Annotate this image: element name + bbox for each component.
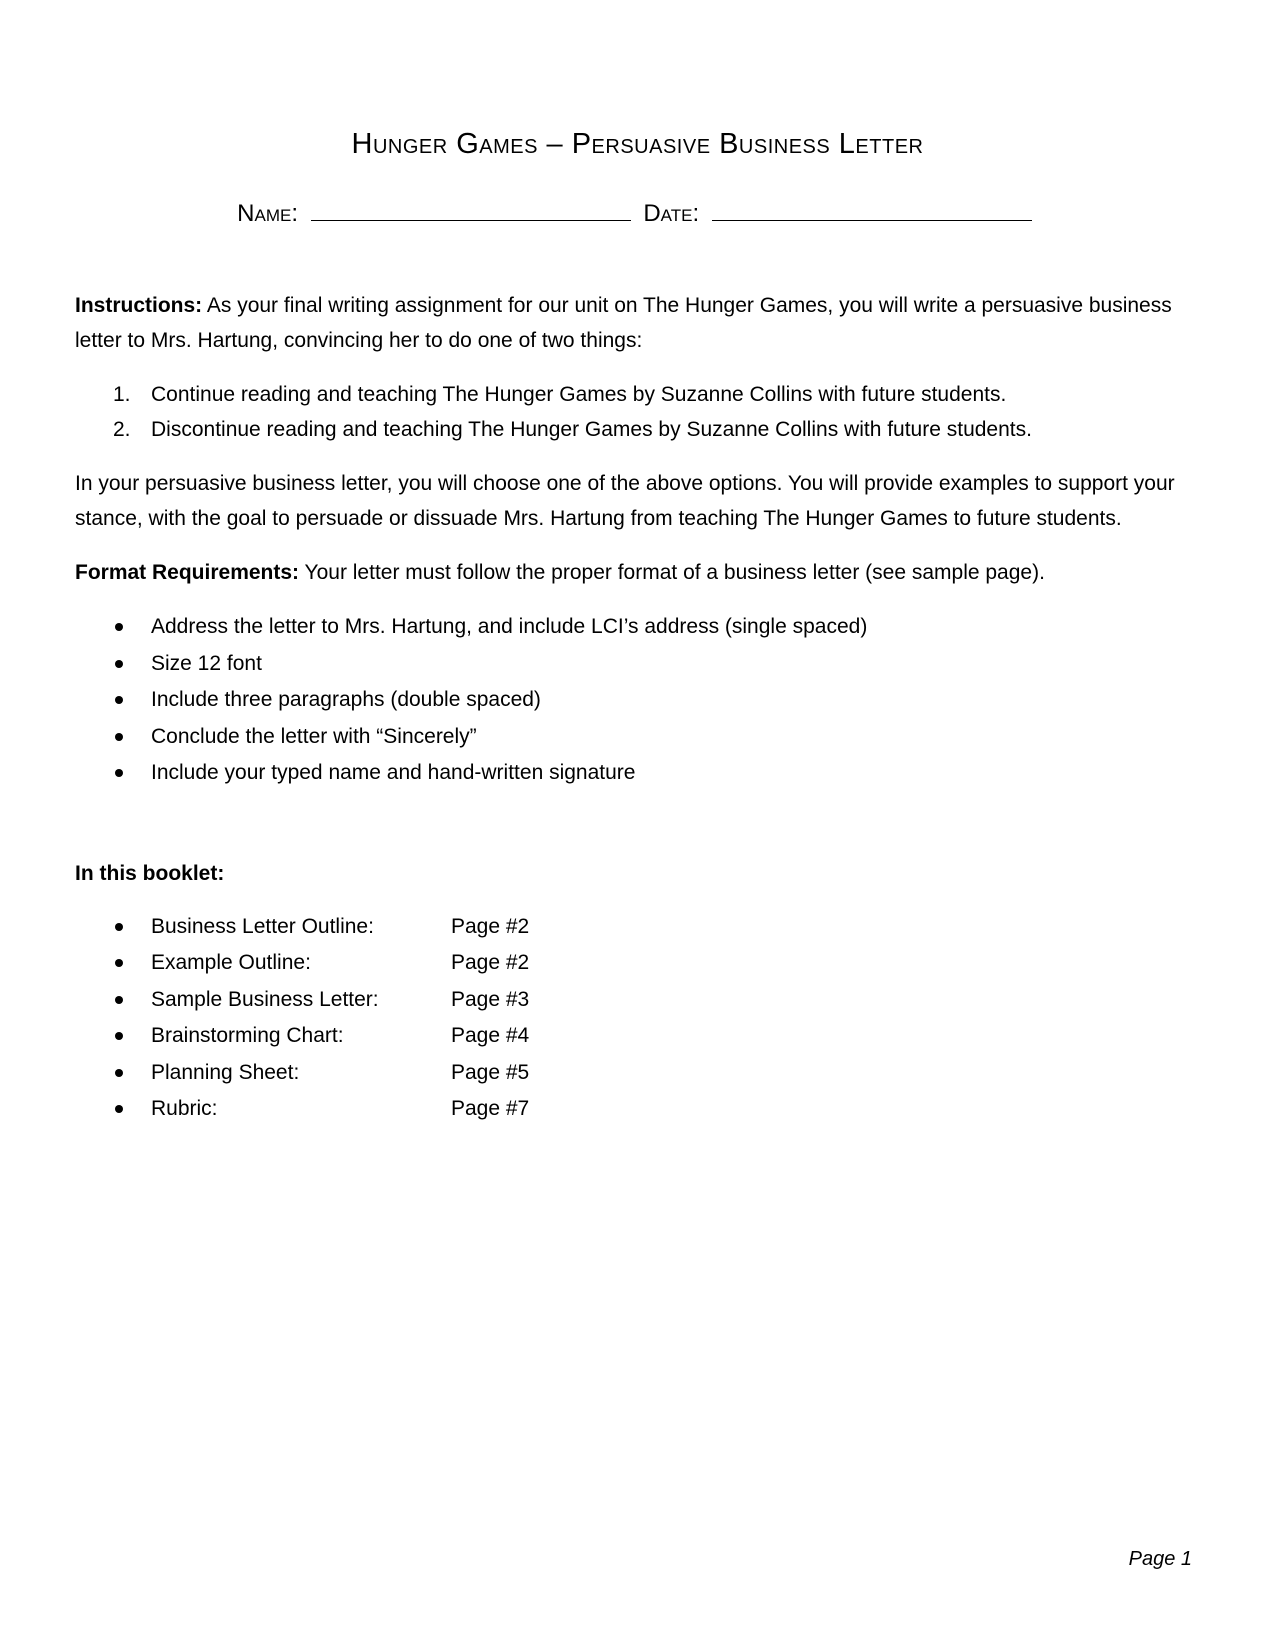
list-item	[75, 719, 1200, 756]
date-label: Date:	[643, 200, 700, 227]
bullet-icon	[115, 660, 123, 668]
booklet-item-label: Sample Business Letter:	[151, 987, 379, 1011]
list-item-text: Conclude the letter with “Sincerely”	[151, 724, 477, 748]
booklet-item-page: Page #2	[451, 951, 530, 974]
name-label: Name:	[237, 200, 298, 227]
booklet-item-page: Page #5	[451, 1060, 530, 1084]
list-item-text: Discontinue reading and teaching The Hunger Games by Suzanne Collins with future students.	[151, 418, 1032, 441]
list-item-text: Include three paragraphs (double spaced)	[151, 688, 541, 711]
list-item	[75, 945, 1200, 982]
format-paragraph	[75, 555, 1200, 590]
list-item	[75, 609, 1200, 646]
bullet-icon	[115, 733, 123, 741]
list-item	[75, 1091, 1200, 1128]
list-item-text: Continue reading and teaching The Hunger Games by Suzanne Collins with future students.	[151, 383, 1007, 406]
booklet-item-label: Rubric:	[151, 1097, 218, 1120]
bullet-icon	[115, 1105, 123, 1113]
bullet-icon	[115, 623, 123, 631]
bullet-icon	[115, 769, 123, 777]
options-list	[75, 377, 1200, 447]
name-blank-line	[311, 200, 631, 221]
booklet-item-page: Page #2	[451, 914, 530, 938]
booklet-item-page: Page #4	[451, 1024, 530, 1047]
booklet-item-label: Planning Sheet:	[151, 1060, 300, 1084]
booklet-heading: In this booklet:	[75, 861, 225, 885]
list-item	[75, 1018, 1200, 1055]
bullet-icon	[115, 923, 123, 931]
name-date-row	[0, 200, 1275, 228]
bullet-icon	[115, 1032, 123, 1040]
list-item	[75, 982, 1200, 1019]
booklet-item-label: Brainstorming Chart:	[151, 1024, 344, 1047]
list-item-number: 1.	[113, 383, 131, 406]
bullet-icon	[115, 996, 123, 1004]
booklet-item-label: Business Letter Outline:	[151, 914, 374, 938]
list-item-text: Size 12 font	[151, 651, 262, 675]
format-text: Your letter must follow the proper format of a business letter (see sample page).	[299, 561, 1045, 584]
booklet-contents-list	[75, 909, 1200, 1128]
booklet-item-page: Page #7	[451, 1097, 530, 1120]
booklet-item-label: Example Outline:	[151, 951, 311, 974]
list-item	[75, 412, 1200, 447]
date-blank-line	[712, 200, 1032, 221]
list-item-number: 2.	[113, 418, 131, 441]
list-item	[75, 909, 1200, 946]
instructions-paragraph	[75, 288, 1200, 358]
list-item-text: Address the letter to Mrs. Hartung, and include LCI’s address (single spaced)	[151, 615, 868, 638]
document-title: Hunger Games – Persuasive Business Letter	[351, 128, 924, 160]
bullet-icon	[115, 959, 123, 967]
document-body	[75, 288, 1200, 1128]
list-item	[75, 755, 1200, 792]
persuasive-paragraph: In your persuasive business letter, you will choose one of the above options. You will provide examples to support your stance, with the goal to persuade or dissuade Mrs. Hartung from teaching The Hunger Games to future students.	[75, 472, 1175, 530]
instructions-label: Instructions:	[75, 294, 203, 317]
bullet-icon	[115, 696, 123, 704]
list-item	[75, 646, 1200, 683]
instructions-text: As your final writing assignment for our unit on The Hunger Games, you will write a persuasive business letter to Mrs. Hartung, convincing her to do one of two things:	[75, 294, 1172, 352]
list-item	[75, 377, 1200, 412]
booklet-item-page: Page #3	[451, 987, 530, 1011]
list-item	[75, 682, 1200, 719]
format-label: Format Requirements:	[75, 561, 300, 584]
list-item-text: Include your typed name and hand-written signature	[151, 761, 636, 784]
bullet-icon	[115, 1069, 123, 1077]
list-item	[75, 1055, 1200, 1092]
requirements-list	[75, 609, 1200, 792]
page-number: Page 1	[1128, 1548, 1192, 1570]
